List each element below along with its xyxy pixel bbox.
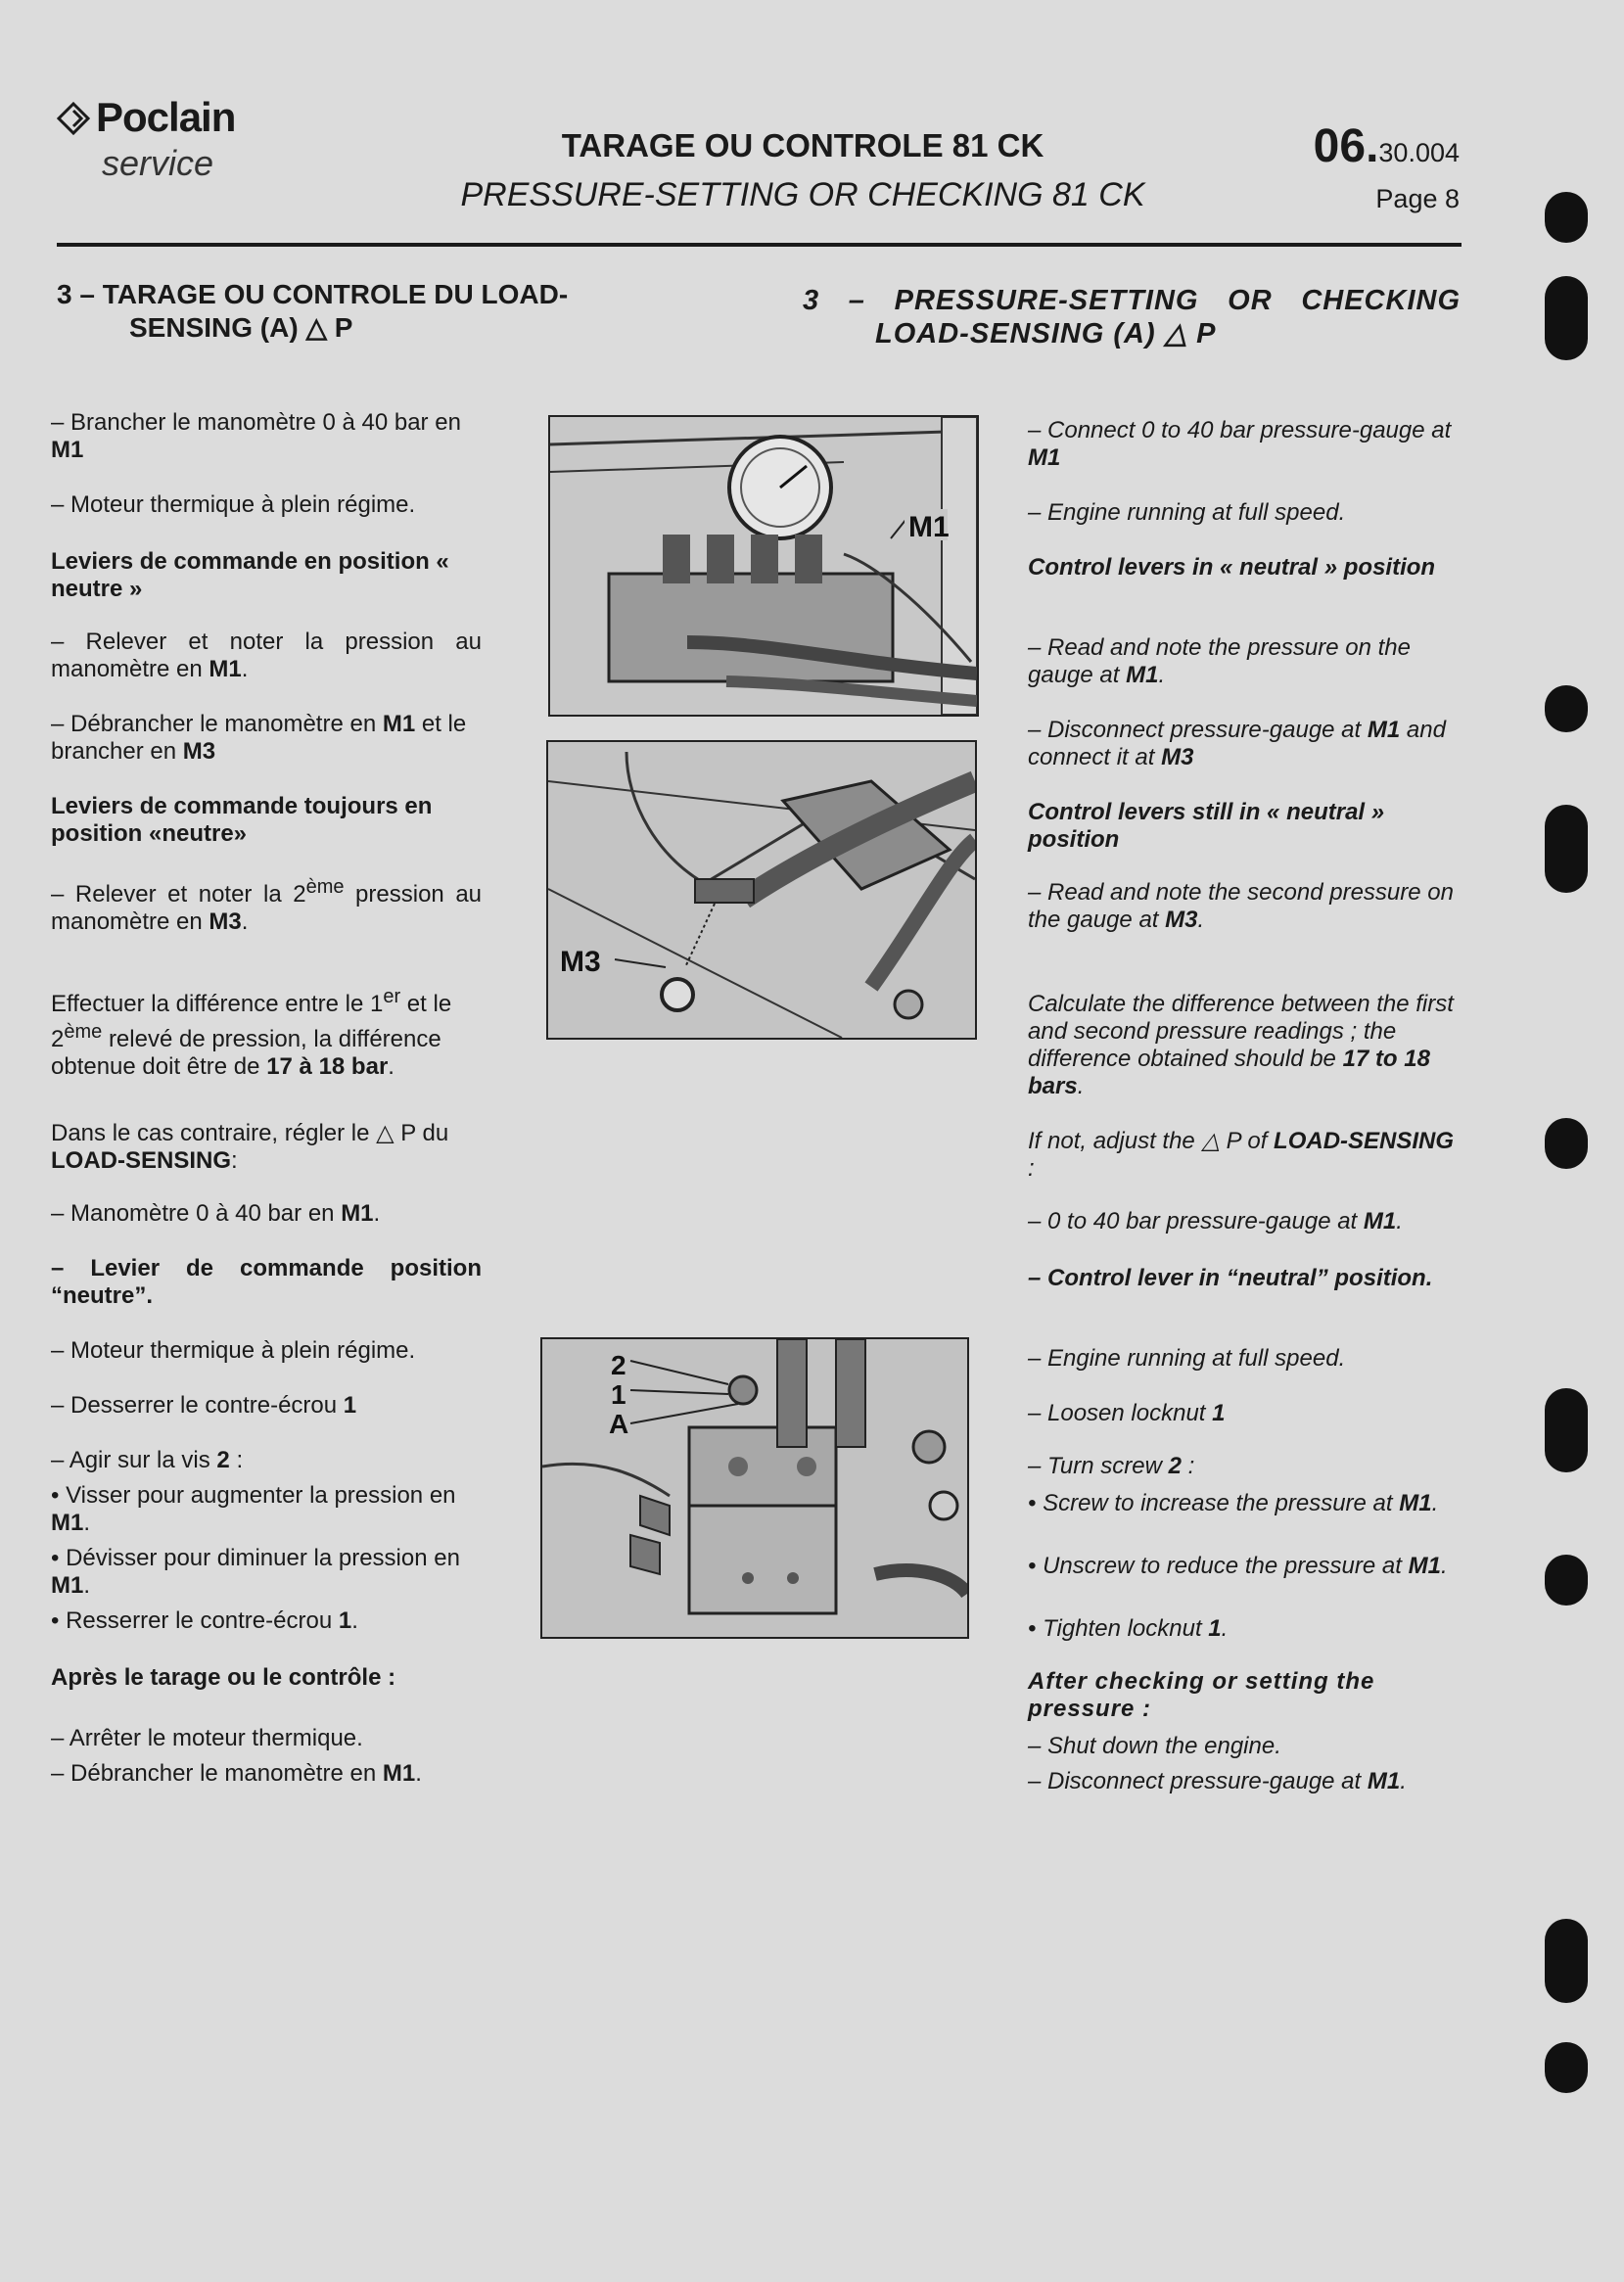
- fr-step-read-pressure: – Relever et noter la pression au manomètre en M1.: [51, 629, 482, 682]
- en-step-connect-gauge: – Connect 0 to 40 bar pressure-gauge at M1: [1028, 417, 1452, 471]
- document-number: 06.30.004: [1313, 120, 1460, 172]
- en-step-engine: – Engine running at full speed.: [1028, 499, 1346, 526]
- fr-levers-still-neutral: Leviers de commande toujours en position «neutre»: [51, 793, 433, 847]
- fr-screw-increase: • Visser pour augmenter la pression en M1.: [51, 1482, 456, 1536]
- en-tighten-locknut: • Tighten locknut 1.: [1028, 1615, 1229, 1642]
- en-loosen-locknut: – Loosen locknut 1: [1028, 1400, 1226, 1426]
- fr-step-connect-gauge: – Brancher le manomètre 0 à 40 bar en M1: [51, 409, 461, 463]
- brand-subtitle: service: [102, 143, 214, 183]
- binder-hole: [1545, 2042, 1588, 2093]
- en-step-disconnect: – Disconnect pressure-gauge at M1 and connect it at M3: [1028, 717, 1446, 770]
- fr-levers-neutral: Leviers de commande en position « neutre »: [51, 548, 449, 602]
- en-calc-difference: Calculate the difference between the first and second pressure readings ; the difference obtained should be 17 to 18 bars.: [1028, 991, 1454, 1099]
- figure-label-2: 2: [611, 1350, 626, 1380]
- page-title-en: PRESSURE-SETTING OR CHECKING 81 CK: [460, 176, 1145, 213]
- en-unscrew-decrease: • Unscrew to reduce the pressure at M1.: [1028, 1553, 1448, 1579]
- page-number: Page 8: [1375, 184, 1460, 213]
- binder-hole: [1545, 1555, 1588, 1606]
- en-screw-increase: • Screw to increase the pressure at M1.: [1028, 1490, 1439, 1516]
- fr-step-read-second: – Relever et noter la 2ème pression au manomètre en M3.: [51, 876, 483, 935]
- binder-hole: [1545, 685, 1588, 732]
- en-engine-full: – Engine running at full speed.: [1028, 1345, 1346, 1372]
- figure-label-1: 1: [611, 1379, 626, 1410]
- fr-lever-neutral: – Levier de commande position “neutre”.: [51, 1255, 482, 1309]
- header-rule: [57, 243, 1462, 247]
- binder-hole: [1545, 1919, 1588, 2003]
- figure-label-a: A: [609, 1409, 629, 1439]
- en-step-read-pressure: – Read and note the pressure on the gauge at M1.: [1028, 634, 1411, 688]
- binder-hole: [1545, 805, 1588, 893]
- en-gauge-m1: – 0 to 40 bar pressure-gauge at M1.: [1028, 1208, 1403, 1234]
- fr-after-setting: Après le tarage ou le contrôle :: [51, 1664, 396, 1691]
- fr-step-engine: – Moteur thermique à plein régime.: [51, 491, 416, 518]
- en-lever-neutral: – Control lever in “neutral” position.: [1028, 1265, 1433, 1291]
- figure-label-m3: M3: [560, 946, 601, 978]
- binder-hole: [1545, 276, 1588, 360]
- fr-gauge-m1: – Manomètre 0 à 40 bar en M1.: [51, 1200, 381, 1227]
- page-title-fr: TARAGE OU CONTROLE 81 CK: [561, 127, 1044, 163]
- fr-adjust-dp: Dans le cas contraire, régler le △ P du LOAD-SENSING:: [51, 1120, 449, 1174]
- en-disconnect-gauge: – Disconnect pressure-gauge at M1.: [1028, 1768, 1407, 1794]
- brand-name: Poclain: [96, 94, 236, 140]
- en-step-read-second: – Read and note the second pressure on the gauge at M3.: [1028, 879, 1454, 933]
- figure-m3-test-point: [546, 740, 977, 1040]
- en-shut-down: – Shut down the engine.: [1028, 1733, 1281, 1759]
- section-heading-en: 3 – PRESSURE-SETTING OR CHECKING LOAD-SENSING (A) △ P: [803, 285, 1461, 349]
- section-heading-fr: 3 – TARAGE OU CONTROLE DU LOAD- SENSING (A) △ P: [57, 279, 569, 343]
- figure-label-m1: M1: [908, 511, 950, 543]
- en-levers-neutral: Control levers in « neutral » position: [1028, 554, 1436, 581]
- figure-adjusting-screw: [540, 1337, 969, 1639]
- fr-tighten-locknut: • Resserrer le contre-écrou 1.: [51, 1607, 358, 1634]
- en-levers-still-neutral: Control levers still in « neutral » position: [1028, 799, 1385, 853]
- fr-stop-engine: – Arrêter le moteur thermique.: [51, 1725, 363, 1751]
- en-after-setting: After checking or setting the pressure :: [1028, 1668, 1375, 1722]
- fr-disconnect-gauge: – Débrancher le manomètre en M1.: [51, 1760, 422, 1787]
- en-adjust-dp: If not, adjust the △ P of LOAD-SENSING :: [1028, 1128, 1455, 1182]
- binder-hole: [1545, 1388, 1588, 1472]
- fr-step-disconnect: – Débrancher le manomètre en M1 et le brancher en M3: [51, 711, 467, 765]
- figure-m1-valve-block: [548, 415, 979, 717]
- fr-unscrew-decrease: • Dévisser pour diminuer la pression en M1.: [51, 1545, 460, 1599]
- en-turn-screw: – Turn screw 2 :: [1028, 1453, 1195, 1479]
- fr-calc-difference: Effectuer la différence entre le 1er et le 2ème relevé de pression, la différence obtenue doit être de 17 à 18 bar.: [51, 986, 452, 1080]
- binder-hole: [1545, 192, 1588, 243]
- binder-hole: [1545, 1118, 1588, 1169]
- fr-loosen-locknut: – Desserrer le contre-écrou 1: [51, 1392, 357, 1419]
- fr-engine-full: – Moteur thermique à plein régime.: [51, 1337, 416, 1364]
- fr-turn-screw: – Agir sur la vis 2 :: [51, 1447, 244, 1473]
